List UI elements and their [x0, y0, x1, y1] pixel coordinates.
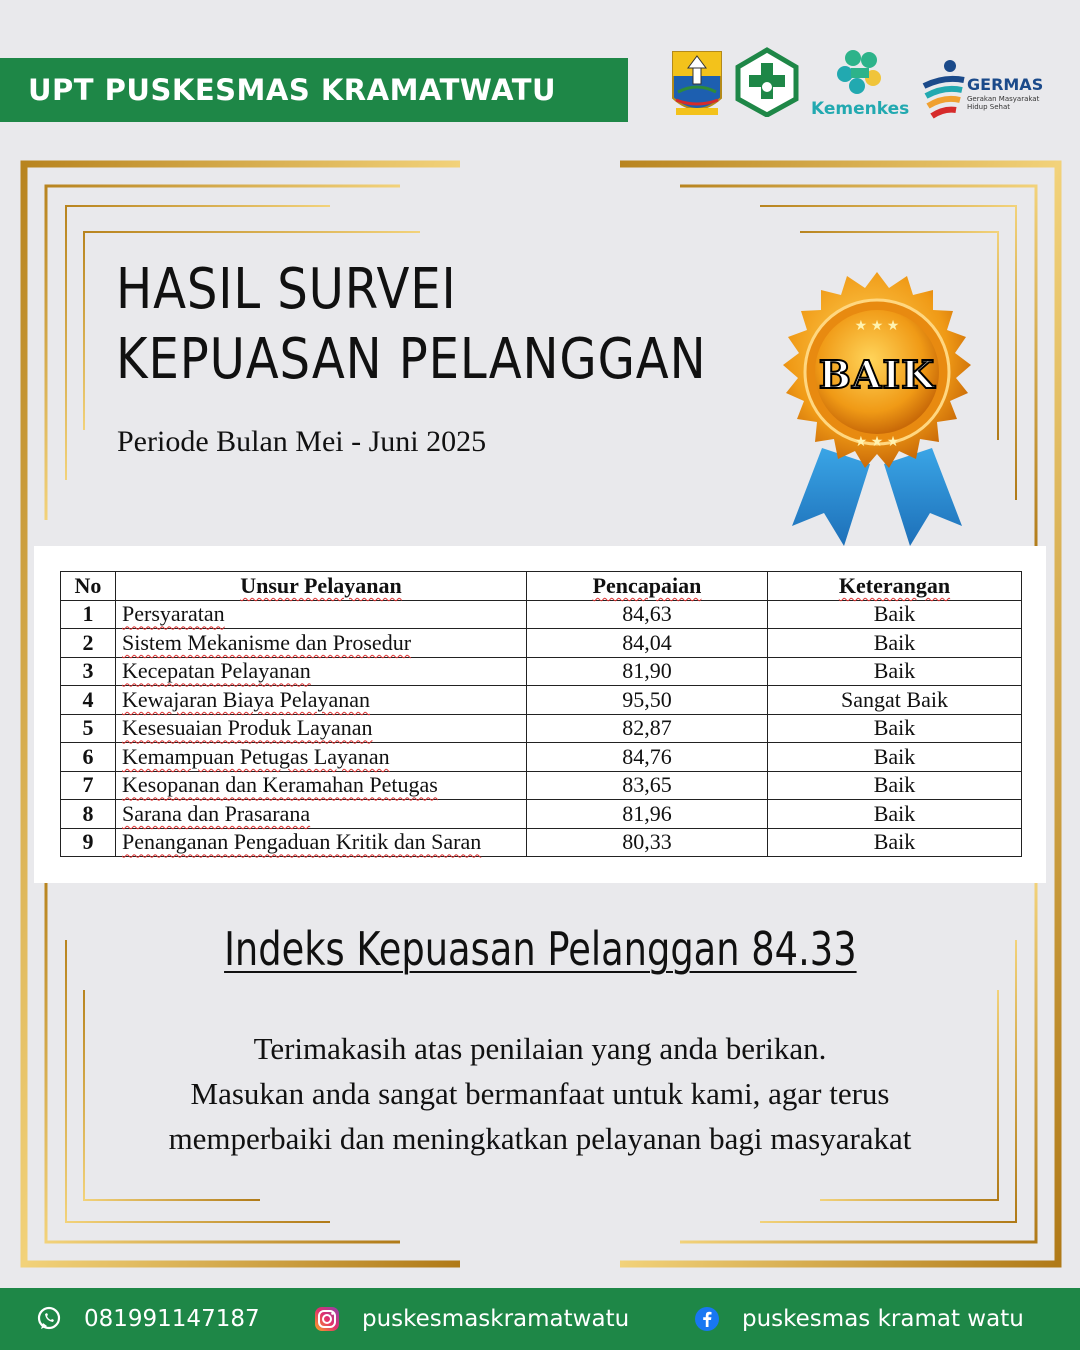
whatsapp-number: 081991147187 — [84, 1306, 260, 1332]
table-row — [61, 771, 1022, 800]
footer-bar — [0, 1288, 1080, 1350]
facebook-icon — [694, 1306, 720, 1332]
row-unsur: Persyaratan — [116, 600, 527, 629]
header-bar — [0, 58, 628, 122]
row-no: 4 — [61, 686, 116, 715]
message-line-3: memperbaiki dan meningkatkan pelayanan bagi masyarakat — [168, 1121, 912, 1156]
row-unsur: Kewajaran Biaya Pelayanan — [116, 686, 527, 715]
row-pencapaian: 82,87 — [527, 714, 768, 743]
row-pencapaian: 81,96 — [527, 800, 768, 829]
row-unsur: Kesesuaian Produk Layanan — [116, 714, 527, 743]
header-keterangan: Keterangan — [768, 572, 1022, 601]
results-table — [60, 571, 1022, 857]
row-keterangan: Baik — [768, 800, 1022, 829]
header-pencapaian: Pencapaian — [527, 572, 768, 601]
germas-label: GERMAS — [967, 75, 1044, 94]
row-no: 7 — [61, 771, 116, 800]
row-no: 6 — [61, 743, 116, 772]
table-row — [61, 828, 1022, 857]
table-row — [61, 686, 1022, 715]
row-pencapaian: 80,33 — [527, 828, 768, 857]
row-keterangan: Baik — [768, 743, 1022, 772]
header-no: No — [61, 572, 116, 601]
row-pencapaian: 84,76 — [527, 743, 768, 772]
svg-text:★ ★ ★: ★ ★ ★ — [854, 319, 900, 334]
svg-text:★ ★ ★: ★ ★ ★ — [854, 435, 900, 450]
row-pencapaian: 83,65 — [527, 771, 768, 800]
row-keterangan: Baik — [768, 600, 1022, 629]
table-row — [61, 657, 1022, 686]
footer-facebook[interactable] — [694, 1288, 1024, 1350]
row-no: 2 — [61, 629, 116, 658]
row-unsur: Penanganan Pengaduan Kritik dan Saran — [116, 828, 527, 857]
table-row — [61, 743, 1022, 772]
row-keterangan: Baik — [768, 657, 1022, 686]
germas-logo — [920, 58, 966, 120]
satisfaction-index — [0, 922, 1080, 976]
banten-emblem-logo — [670, 48, 724, 120]
row-unsur: Kemampuan Petugas Layanan — [116, 743, 527, 772]
title-line-1: HASIL SURVEI — [116, 257, 457, 322]
row-keterangan: Baik — [768, 828, 1022, 857]
row-no: 3 — [61, 657, 116, 686]
message-line-2: Masukan anda sangat bermanfaat untuk kami, agar terus — [190, 1076, 890, 1111]
footer-instagram[interactable] — [314, 1288, 629, 1350]
table-row — [61, 629, 1022, 658]
table-row — [61, 800, 1022, 829]
row-pencapaian: 84,04 — [527, 629, 768, 658]
table-header-row — [61, 572, 1022, 601]
org-name: UPT PUSKESMAS KRAMATWATU — [28, 73, 557, 107]
row-keterangan: Sangat Baik — [768, 686, 1022, 715]
row-keterangan: Baik — [768, 771, 1022, 800]
instagram-handle: puskesmaskramatwatu — [362, 1306, 630, 1332]
row-pencapaian: 84,63 — [527, 600, 768, 629]
row-no: 5 — [61, 714, 116, 743]
footer-whatsapp[interactable] — [36, 1288, 260, 1350]
logo-strip — [665, 44, 1055, 126]
row-unsur: Sistem Mekanisme dan Prosedur — [116, 629, 527, 658]
kemenkes-label: Kemenkes — [811, 99, 910, 119]
message-line-1: Terimakasih atas penilaian yang anda berikan. — [253, 1031, 827, 1066]
satisfaction-index-text: Indeks Kepuasan Pelanggan 84.33 — [223, 922, 857, 976]
row-keterangan: Baik — [768, 714, 1022, 743]
title-line-2: KEPUASAN PELANGGAN — [116, 327, 707, 392]
kemenkes-logo — [833, 48, 887, 96]
facebook-page: puskesmas kramat watu — [742, 1306, 1024, 1332]
page-title — [116, 255, 706, 395]
row-unsur: Kecepatan Pelayanan — [116, 657, 527, 686]
row-unsur: Sarana dan Prasarana — [116, 800, 527, 829]
header-unsur: Unsur Pelayanan — [116, 572, 527, 601]
thank-you-message — [0, 1026, 1080, 1161]
row-no: 8 — [61, 800, 116, 829]
whatsapp-icon — [36, 1306, 62, 1332]
instagram-icon — [314, 1306, 340, 1332]
badge-label: BAIK — [818, 352, 936, 397]
results-table-card — [34, 546, 1046, 883]
puskesmas-logo — [735, 47, 799, 117]
row-unsur: Kesopanan dan Keramahan Petugas — [116, 771, 527, 800]
row-keterangan: Baik — [768, 629, 1022, 658]
row-pencapaian: 81,90 — [527, 657, 768, 686]
germas-tagline: Gerakan Masyarakat Hidup Sehat — [967, 95, 1040, 111]
table-row — [61, 714, 1022, 743]
row-no: 1 — [61, 600, 116, 629]
row-pencapaian: 95,50 — [527, 686, 768, 715]
periode-text: Periode Bulan Mei - Juni 2025 — [117, 425, 487, 458]
medal-icon — [762, 268, 992, 553]
row-no: 9 — [61, 828, 116, 857]
table-row — [61, 600, 1022, 629]
rating-badge — [762, 268, 992, 553]
